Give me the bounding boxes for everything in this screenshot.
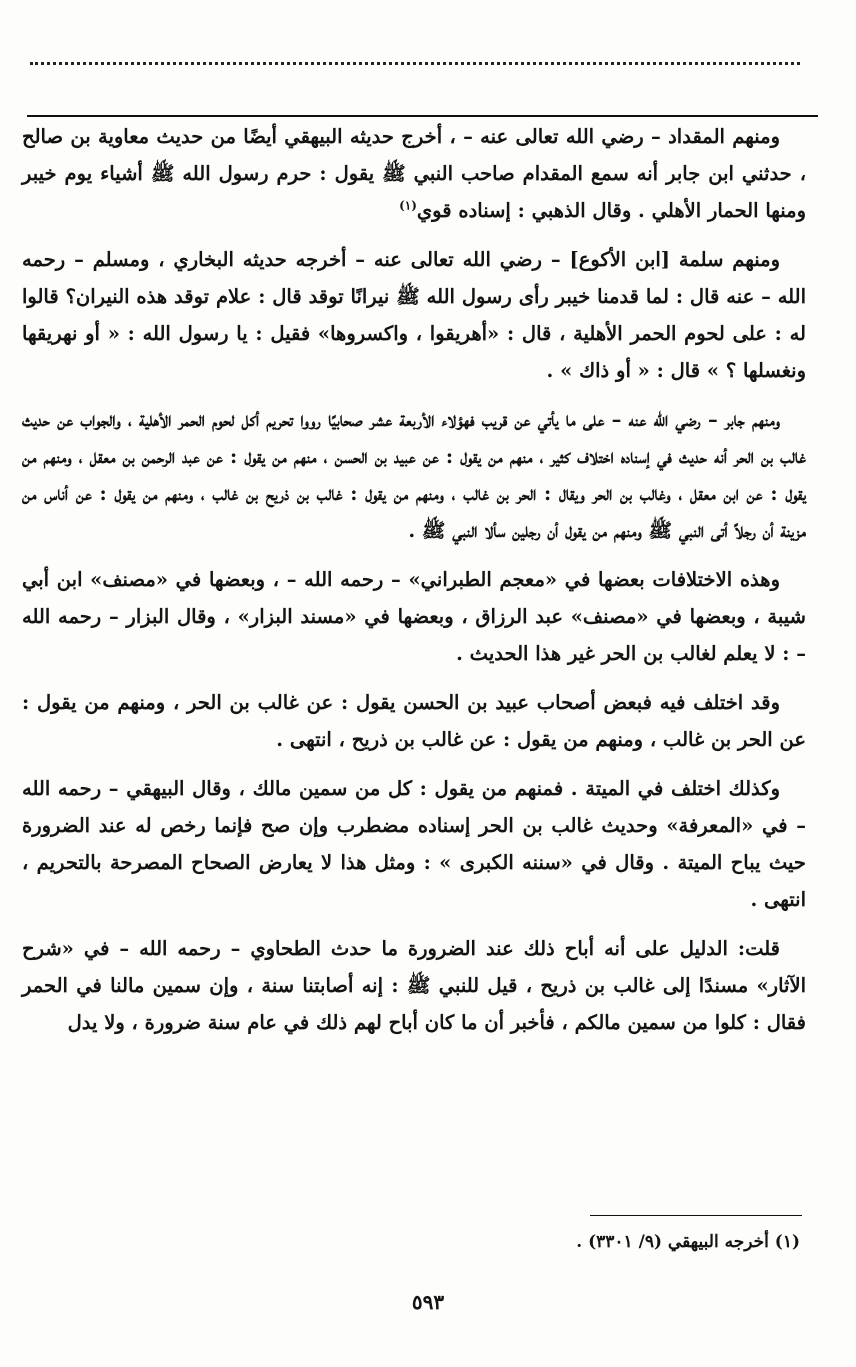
- header-rule: [27, 115, 818, 117]
- footnote-reference: (١): [399, 198, 417, 213]
- paragraph-ikhtilafat: وهذه الاختلافات بعضها في «معجم الطبراني» – رحمه الله – ، وبعضها في «مصنف» ابن أبي شيبة ، وبعضها في «مصنف» عبد الرزاق ، وبعضها في «مسند البزار» ، وقال البزار – رحمه الله – : لا يعلم لغالب بن الحر غير هذا الحديث .: [22, 568, 806, 665]
- paragraph-qultu: قلت: الدليل على أنه أباح ذلك عند الضرورة ما حدث الطحاوي – رحمه الله – في «شرح الآثار» مسندًا إلى غالب بن ذريح ، قيل للنبي ﷺ : إنه أصابتنا سنة ، وإن سمين مالنا في الحمر فقال : كلوا من سمين مالكم ، فأخبر أن ما كان أباح لهم ذلك في عام سنة ضرورة ، ولا يدل: [22, 937, 806, 1034]
- footnote-separator: [590, 1215, 802, 1216]
- paragraph-salama: ومنهم سلمة [ابن الأكوع] – رضي الله تعالى عنه – أخرجه حديثه البخاري ، ومسلم – رحمه الله – عنه قال : لما قدمنا خيبر رأى رسول الله ﷺ نيرانًا توقد قال : علام توقد هذه النيران؟ قالوا له : على لحوم الحمر الأهلية ، قال : «أهريقوا ، واكسروها» فقيل : يا رسول الله : « أو نهريقها ونغسلها ؟ » قال : « أو ذاك » .: [22, 248, 806, 382]
- page-number: ٥٩٣: [411, 1290, 445, 1314]
- header-dotted-line: [30, 52, 800, 65]
- paragraph-miqdad: ومنهم المقداد – رضي الله تعالى عنه – ، أخرج حديثه البيهقي أيضًا من حديث معاوية بن صالح ، حدثني ابن جابر أنه سمع المقدام صاحب النبي ﷺ يقول : حرم رسول الله ﷺ أشياء يوم خيبر ومنها الحمار الأهلي . وقال الذهبي : إسناده قوي$^{(١)}$: [22, 125, 806, 222]
- paragraph-mayta: وكذلك اختلف في الميتة . فمنهم من يقول : كل من سمين مالك ، وقال البيهقي – رحمه الله – في «المعرفة» وحديث غالب بن الحر إسناده مضطرب وإن صح فإنما رخص له عند الضرورة حيث يباح الميتة . وقال في «سننه الكبرى » : ومثل هذا لا يعارض الصحاح المصرحة بالتحريم ، انتهى .: [22, 777, 806, 911]
- footnote: (١) أخرجه البيهقي (٩/ ٣٣٠١) .: [576, 1232, 800, 1252]
- paragraph-ubaid: وقد اختلف فيه فبعض أصحاب عبيد بن الحسن يقول : عن غالب بن الحر ، ومنهم من يقول : عن الحر بن غالب ، ومنهم من يقول : عن غالب بن ذريح ، انتهى .: [22, 691, 806, 751]
- main-text: [22, 118, 806, 1053]
- paragraph-jabir: ومنهم جابر – رضي الله عنه – على ما يأتي عن قريب فهؤلاء الأربعة عشر صحابيًا رووا تحريم أكل لحوم الحمر الأهلية ، والجواب عن حديث غالب بن الحر أنه حديث في إسناده اختلاف كثير ، منهم من يقول : عن عبيد بن الحسن ، منهم من يقول : عن عبد الرحمن بن معقل ، ومنهم من يقول : عن ابن معقل ، وغالب بن الحر ويقال : الحر بن غالب ، ومنهم من يقول : غالب بن ذريح بن غالب ، ومنهم من يقول : عن أناس من مزينة أن رجلاً أتى النبي ﷺ ومنهم من يقول أن رجلين سألا النبي ﷺ .: [22, 408, 807, 542]
